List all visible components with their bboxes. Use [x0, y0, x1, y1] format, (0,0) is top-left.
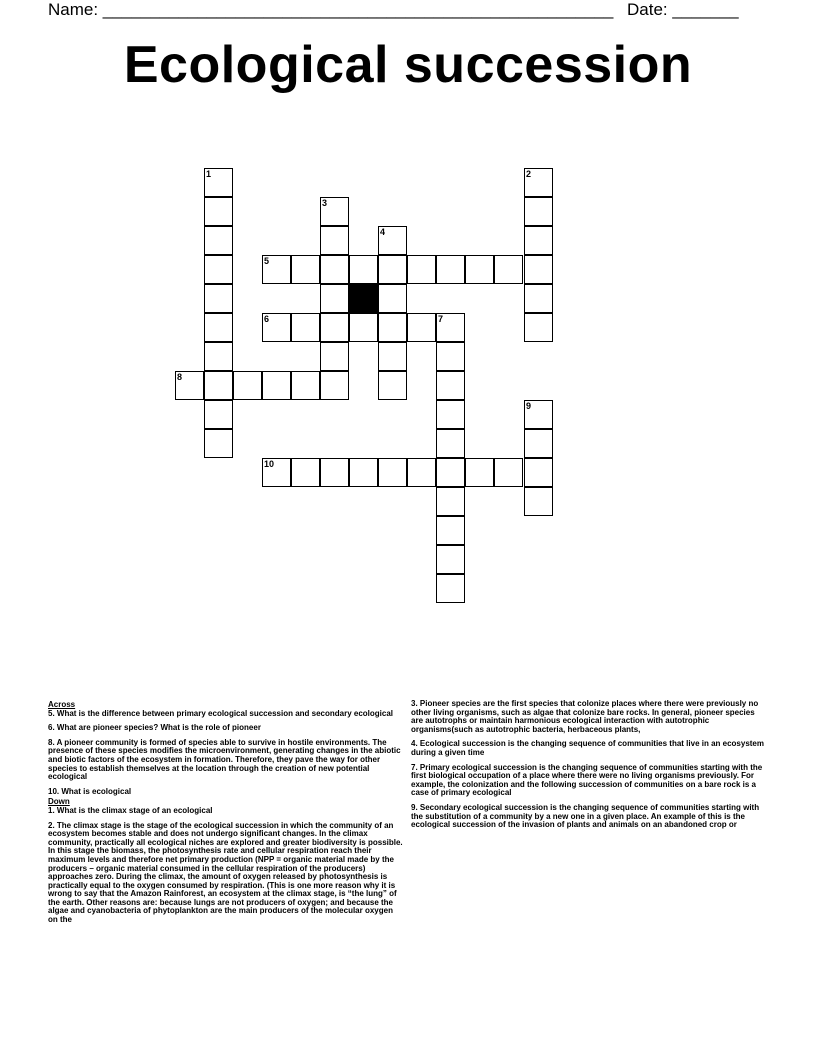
crossword-cell[interactable]	[407, 255, 436, 284]
crossword-cell[interactable]	[436, 487, 465, 516]
date-line: Date: _______	[627, 0, 739, 19]
clue-number-6: 6	[264, 314, 270, 324]
crossword-cell[interactable]	[465, 255, 494, 284]
crossword-cell[interactable]	[524, 197, 553, 226]
crossword-cell[interactable]	[436, 400, 465, 429]
crossword-cell[interactable]	[378, 371, 407, 400]
crossword-cell[interactable]	[436, 574, 465, 603]
clue-number-1: 1	[206, 169, 212, 179]
clue-number-9: 9	[526, 401, 532, 411]
crossword-cell[interactable]	[204, 226, 233, 255]
crossword-cell[interactable]	[524, 487, 553, 516]
clue-down-4: 4. Ecological succession is the changing sequence of communities that live in an ecosystem during a given time	[411, 739, 764, 757]
clue-down-7: 7. Primary ecological succession is the changing sequence of communities starting with the first biological occupation of a place where there were no living organisms previously. For example, the colonization and the following succession of communities on a bare rock is a case of primary ecological	[411, 762, 763, 798]
clue-down-9: 9. Secondary ecological succession is the changing sequence of communities starting with the substitution of a community by a new one in a given place. An example of this is the ecological succession of the invasion of plants and animals on an abandoned crop or	[411, 802, 760, 830]
crossword-cell[interactable]	[407, 313, 436, 342]
crossword-cell[interactable]	[378, 284, 407, 313]
crossword-cell[interactable]	[291, 313, 320, 342]
crossword-cell[interactable]	[378, 255, 407, 284]
crossword-cell[interactable]	[320, 226, 349, 255]
crossword-cell[interactable]	[320, 342, 349, 371]
clue-number-8: 8	[177, 372, 183, 382]
crossword-cell[interactable]	[524, 313, 553, 342]
crossword-cell[interactable]	[204, 342, 233, 371]
crossword-cell[interactable]	[378, 458, 407, 487]
crossword-cell[interactable]	[494, 255, 523, 284]
crossword-cell[interactable]	[320, 255, 349, 284]
crossword-cell[interactable]	[436, 255, 465, 284]
crossword-cell[interactable]	[524, 458, 553, 487]
clue-across-8: 8. A pioneer community is formed of species able to survive in hostile environments. The presence of these species modifies the microenvironment, generating changes in the abiotic and biotic factors of the ecosystem in formation. Therefore, they pave the way for other species to establish themselves at the location through the creation of new potential ecological	[48, 737, 401, 782]
crossword-cell[interactable]	[436, 371, 465, 400]
crossword-cell[interactable]	[378, 342, 407, 371]
crossword-cell[interactable]	[204, 313, 233, 342]
crossword-cell[interactable]	[524, 429, 553, 458]
clue-across-6: 6. What are pioneer species? What is the role of pioneer	[48, 723, 261, 733]
clue-down-3: 3. Pioneer species are the first species that colonize places where there were previously no other living organisms, such as algae that colonize bare rocks. In general, pioneer species are autotrophs or maintain harmonious ecological interaction with autotrophic organisms(such as autotrophic bacteria, herbaceous plants,	[411, 699, 759, 734]
crossword-cell[interactable]	[436, 342, 465, 371]
crossword-cell[interactable]	[436, 516, 465, 545]
crossword-cell[interactable]	[320, 284, 349, 313]
crossword-cell[interactable]	[494, 458, 523, 487]
clue-number-2: 2	[526, 169, 532, 179]
name-line: Name: ______________________________________________________	[48, 0, 614, 19]
clue-number-10: 10	[264, 459, 275, 469]
clue-number-3: 3	[322, 198, 328, 208]
clue-number-4: 4	[380, 227, 386, 237]
clue-across-10: 10. What is ecological	[48, 786, 132, 796]
crossword-black-cell	[349, 284, 378, 313]
clues-left-column	[48, 700, 404, 931]
crossword-cell[interactable]	[204, 371, 233, 400]
crossword-cell[interactable]	[524, 284, 553, 313]
crossword-cell[interactable]	[320, 313, 349, 342]
crossword-cell[interactable]	[291, 458, 320, 487]
crossword-cell[interactable]	[349, 458, 378, 487]
crossword-cell[interactable]	[378, 313, 407, 342]
crossword-cell[interactable]	[436, 458, 465, 487]
crossword-cell[interactable]	[436, 545, 465, 574]
down-heading: Down	[48, 797, 70, 807]
crossword-cell[interactable]	[233, 371, 262, 400]
crossword-cell[interactable]	[407, 458, 436, 487]
crossword-cell[interactable]	[524, 226, 553, 255]
crossword-cell[interactable]	[204, 400, 233, 429]
crossword-cell[interactable]	[349, 313, 378, 342]
clues-right-column	[411, 700, 768, 836]
crossword-cell[interactable]	[320, 371, 349, 400]
across-heading: Across	[48, 700, 76, 709]
page-title: Ecological succession	[123, 36, 693, 94]
crossword-cell[interactable]	[204, 429, 233, 458]
crossword-cell[interactable]	[465, 458, 494, 487]
clue-down-2: 2. The climax stage is the stage of the ecological succession in which the community of an ecosystem becomes stable and does not undergo significant changes. In the climax community, practically all ecological niches are explored and greater biodiversity is possible. In this stage the biomass, the photosynthesis rate and cellular respiration reach their maximum levels and therefore net primary production (NPP = organic material made by the producers – organic material consumed in the cellular respiration of the producers) approaches zero. During the climax, the amount of oxygen released by photosynthesis is practically equal to the oxygen consumed by respiration. (This is one more reason why it is wrong to say that the Amazon Rainforest, an ecosystem at the climax stage, is “the lung” of the earth. Other reasons are: because lungs are not producers of oxygen; and because the algae and cyanobacteria of phytoplankton are the main producers of the molecular oxygen on the	[48, 820, 403, 925]
crossword-cell[interactable]	[204, 197, 233, 226]
clue-down-1: 1. What is the climax stage of an ecological	[48, 805, 213, 815]
crossword-cell[interactable]	[436, 429, 465, 458]
clue-number-5: 5	[264, 256, 270, 266]
crossword-cell[interactable]	[320, 458, 349, 487]
crossword-cell[interactable]	[204, 284, 233, 313]
crossword-cell[interactable]	[204, 255, 233, 284]
clue-number-7: 7	[438, 314, 444, 324]
crossword-cell[interactable]	[262, 371, 291, 400]
crossword-cell[interactable]	[349, 255, 378, 284]
crossword-cell[interactable]	[291, 255, 320, 284]
crossword-cell[interactable]	[291, 371, 320, 400]
crossword-cell[interactable]	[524, 255, 553, 284]
clue-across-5: 5. What is the difference between primary ecological succession and secondary ecological	[48, 708, 394, 718]
